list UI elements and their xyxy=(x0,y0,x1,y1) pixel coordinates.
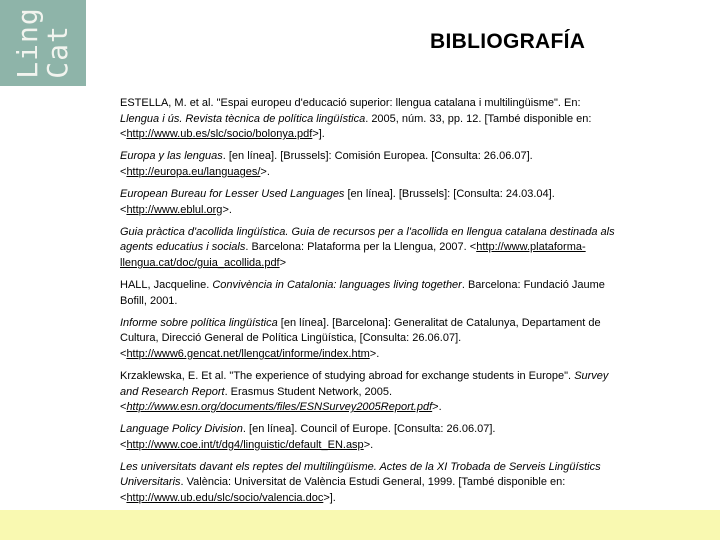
reference-item xyxy=(120,369,620,416)
reference-title: Language Policy Division xyxy=(120,423,243,436)
reference-text: >. xyxy=(260,165,270,178)
reference-item xyxy=(120,316,620,363)
reference-text: Krzaklewska, E. Et al. "The experience of studying abroad for exchange students in Europe". xyxy=(120,369,575,382)
reference-link[interactable]: http://www.eblul.org xyxy=(126,203,223,216)
reference-text: >]. xyxy=(323,492,336,505)
reference-link[interactable]: http://www.esn.org/documents/files/ESNSurvey2005Report.pdf xyxy=(126,401,433,414)
reference-text: . Erasmus Student Network, 2005. < xyxy=(120,385,393,414)
lingcat-logo xyxy=(0,0,86,86)
reference-title: Informe sobre política lingüística xyxy=(120,316,278,329)
reference-text: >]. xyxy=(312,128,325,141)
reference-title: Llengua i ús. Revista tècnica de política lingüística xyxy=(120,112,366,125)
reference-link[interactable]: http://www.coe.int/t/dg4/linguistic/default_EN.asp xyxy=(126,438,364,451)
reference-text: > xyxy=(279,256,287,269)
reference-title: Les universitats davant els reptes del multilingüisme. Actes de la XI Trobada de Serveis Lingüístics Universitaris xyxy=(120,460,601,489)
reference-text: ESTELLA, M. et al. "Espai europeu d'educació superior: llengua catalana i multilingüisme". En: xyxy=(120,97,581,109)
reference-item xyxy=(120,96,620,143)
reference-list xyxy=(120,96,620,513)
reference-item xyxy=(120,225,620,272)
reference-item xyxy=(120,187,620,218)
reference-text: [en línea]. [Barcelona]: Generalitat de Catalunya, Departament de Cultura, Direcció General de Política Lingüística, [Consulta: 26.06.07]. < xyxy=(120,316,601,360)
reference-item xyxy=(120,278,620,309)
reference-title: Convivència in Catalonia: languages living together xyxy=(212,278,462,291)
reference-title: Europa y las lenguas xyxy=(120,150,223,163)
reference-text: >. xyxy=(363,438,374,451)
footer-bar xyxy=(0,510,720,540)
reference-text: >. xyxy=(432,401,442,414)
reference-text: >. xyxy=(369,347,380,360)
logo-line-ling: Ling xyxy=(11,7,44,79)
reference-text: HALL, Jacqueline. xyxy=(120,278,213,291)
logo-text xyxy=(13,7,73,78)
reference-link[interactable]: http://www.ub.es/slc/socio/bolonya.pdf xyxy=(126,128,313,141)
reference-title: Guia pràctica d'acollida lingüística. Guia de recursos per a l'acollida en llengua catalana destinada als agents educatius i socials xyxy=(120,225,615,254)
reference-text: >. xyxy=(222,203,232,216)
reference-title: European Bureau for Lesser Used Languages xyxy=(120,187,345,200)
reference-text: . [en línea]. [Brussels]: Comisión Europea. [Consulta: 26.06.07]. < xyxy=(120,150,533,178)
reference-item xyxy=(120,460,620,507)
reference-text: . [en línea]. Council of Europe. [Consulta: 26.06.07]. < xyxy=(120,423,496,451)
logo-line-cat: Cat xyxy=(41,25,74,79)
reference-link[interactable]: http://europa.eu/languages/ xyxy=(126,165,261,178)
reference-text: . Barcelona: Plataforma per la Llengua, 2007. < xyxy=(245,241,477,254)
reference-item xyxy=(120,422,620,453)
page-title: BIBLIOGRAFÍA xyxy=(430,30,586,53)
reference-text: . 2005, núm. 33, pp. 12. [També disponible en: < xyxy=(120,112,592,141)
reference-link[interactable]: http://www.plataforma-llengua.cat/doc/guia_acollida.pdf xyxy=(120,241,586,269)
reference-text: [en línea]. [Brussels]: [Consulta: 24.03.04]. < xyxy=(120,187,555,216)
reference-title: Survey and Research Report xyxy=(120,369,609,398)
reference-text: . València: Universitat de València Estudi General, 1999. [També disponible en: < xyxy=(120,476,566,505)
reference-text: . Barcelona: Fundació Jaume Bofill, 2001. xyxy=(120,278,605,307)
reference-item xyxy=(120,149,620,180)
reference-link[interactable]: http://www6.gencat.net/llengcat/informe/index.htm xyxy=(126,347,370,360)
reference-link[interactable]: http://www.ub.edu/slc/socio/valencia.doc xyxy=(126,492,324,505)
